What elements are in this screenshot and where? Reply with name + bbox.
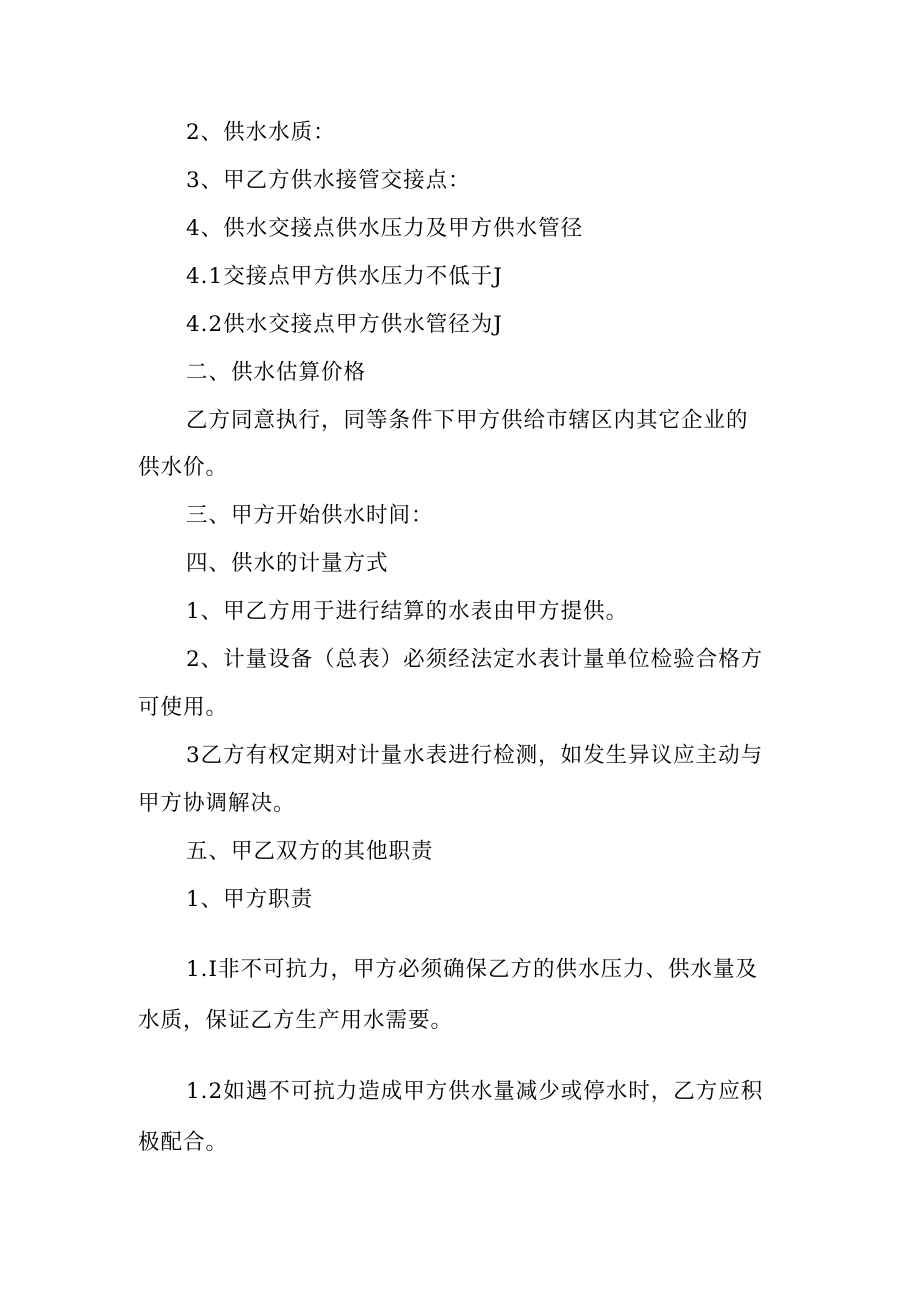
text-line: 2、供水水质：	[186, 120, 336, 145]
text-line: 甲方协调解决。	[138, 791, 296, 816]
text-line: 可使用。	[138, 695, 229, 720]
text-line: 极配合。	[138, 1130, 229, 1155]
text-line: 2、计量设备（总表）必须经法定水表计量单位检验合格方	[186, 647, 764, 672]
section-heading: 四、供水的计量方式	[186, 551, 389, 576]
text-line: 1.I非不可抗力，甲方必须确保乙方的供水压力、供水量及	[186, 957, 759, 982]
section-heading: 二、供水估算价格	[186, 360, 367, 385]
section-heading: 五、甲乙双方的其他职责	[186, 839, 434, 864]
text-line: 供水价。	[138, 455, 229, 480]
text-line: 3、甲乙方供水接管交接点：	[186, 168, 471, 193]
text-line: 3乙方有权定期对计量水表进行检测，如发生异议应主动与	[186, 743, 764, 768]
section-heading: 三、甲方开始供水时间：	[186, 503, 434, 528]
text-line: 1.2如遇不可抗力造成甲方供水量减少或停水时，乙方应积	[186, 1079, 764, 1104]
text-line: 1、甲方职责	[186, 887, 314, 912]
text-line: 4、供水交接点供水压力及甲方供水管径	[186, 216, 584, 241]
text-line: 4.2供水交接点甲方供水管径为J	[186, 312, 503, 337]
text-line: 4.1交接点甲方供水压力不低于J	[186, 264, 503, 289]
text-line: 乙方同意执行，同等条件下甲方供给市辖区内其它企业的	[186, 408, 749, 433]
text-line: 水质，保证乙方生产用水需要。	[138, 1008, 454, 1033]
text-line: 1、甲乙方用于进行结算的水表由甲方提供。	[186, 599, 629, 624]
